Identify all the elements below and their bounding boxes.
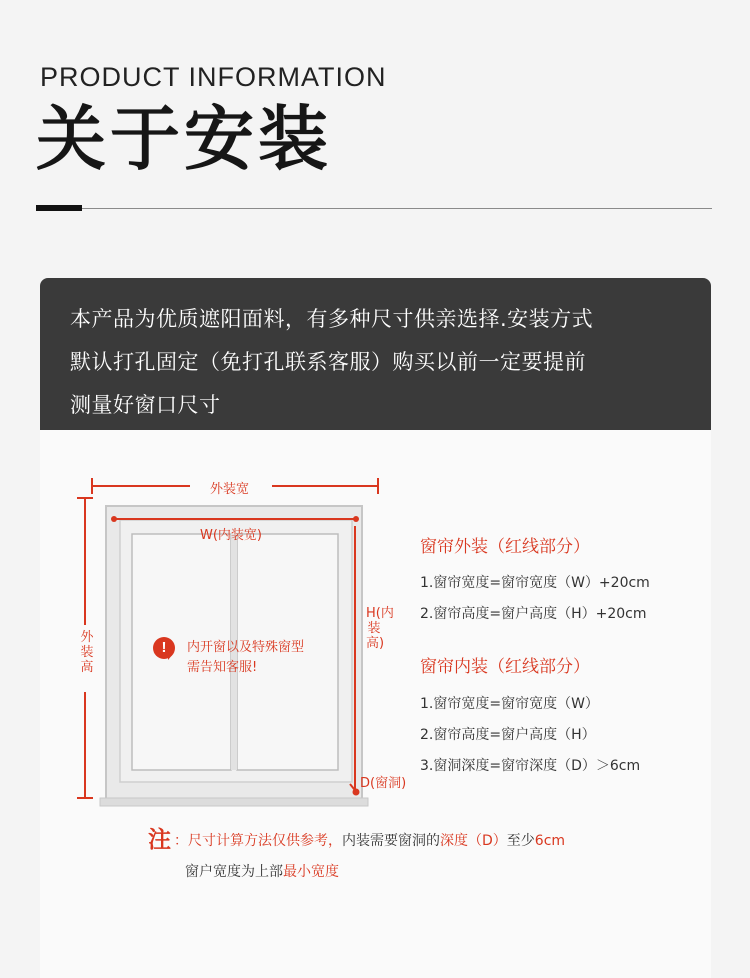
- inner-height-label: H(内装高): [366, 606, 394, 651]
- note-at-least: 至少: [506, 833, 535, 849]
- depth-label: D(窗洞): [360, 776, 407, 791]
- intro-line: 默认打孔固定（免打孔联系客服）购买以前一定要提前: [70, 350, 586, 374]
- outside-mount-rule: 2.窗帘高度=窗户高度（H）+20cm: [420, 606, 647, 622]
- warning-text-line1: 内开窗以及特殊窗型: [187, 640, 305, 655]
- inner-width-label: W(内装宽): [200, 528, 262, 543]
- intro-line: 测量好窗口尺寸: [70, 393, 221, 417]
- exclamation-icon-tail: [168, 654, 173, 660]
- inside-mount-rule: 2.窗帘高度=窗户高度（H）: [420, 727, 596, 743]
- window-sill: [100, 798, 368, 806]
- page-title: 关于安装: [36, 98, 332, 180]
- exclamation-icon: !: [153, 637, 175, 659]
- intro-line: 本产品为优质遮阳面料，有多种尺寸供亲选择.安装方式: [70, 307, 594, 331]
- note-line2-prefix: 窗户宽度为上部: [185, 864, 283, 880]
- note-mark: 注: [148, 827, 171, 853]
- inside-mount-rule: 3.窗洞深度=窗帘深度（D）＞6cm: [420, 758, 641, 774]
- note-colon: ：: [174, 833, 188, 849]
- title-divider: [36, 208, 712, 209]
- note-line2-highlight: 最小宽度: [283, 864, 339, 880]
- note-middle: 内装需要窗洞的: [342, 833, 440, 849]
- outer-height-label: 外装高: [80, 630, 94, 675]
- window-illustration: [40, 430, 711, 978]
- outside-mount-title: 窗帘外装（红线部分）: [420, 537, 590, 557]
- intro-panel: [40, 278, 711, 430]
- title-accent-bar: [36, 205, 82, 211]
- warning-text-line2: 需告知客服!: [187, 660, 258, 675]
- note-value: 6cm: [534, 833, 566, 849]
- note-line1: [174, 830, 565, 850]
- installation-card: [40, 278, 711, 978]
- measurement-diagram: [40, 430, 711, 978]
- outer-width-label: 外装宽: [210, 482, 250, 497]
- outside-mount-rule: 1.窗帘宽度=窗帘宽度（W）+20cm: [420, 575, 650, 591]
- note-line2: [185, 861, 339, 881]
- note-prefix: 尺寸计算方法仅供参考，: [188, 833, 342, 849]
- note-depth: 深度（D）: [440, 833, 507, 849]
- inside-mount-rule: 1.窗帘宽度=窗帘宽度（W）: [420, 696, 599, 712]
- inside-mount-title: 窗帘内装（红线部分）: [420, 657, 590, 677]
- eyebrow-title: PRODUCT INFORMATION: [40, 62, 387, 92]
